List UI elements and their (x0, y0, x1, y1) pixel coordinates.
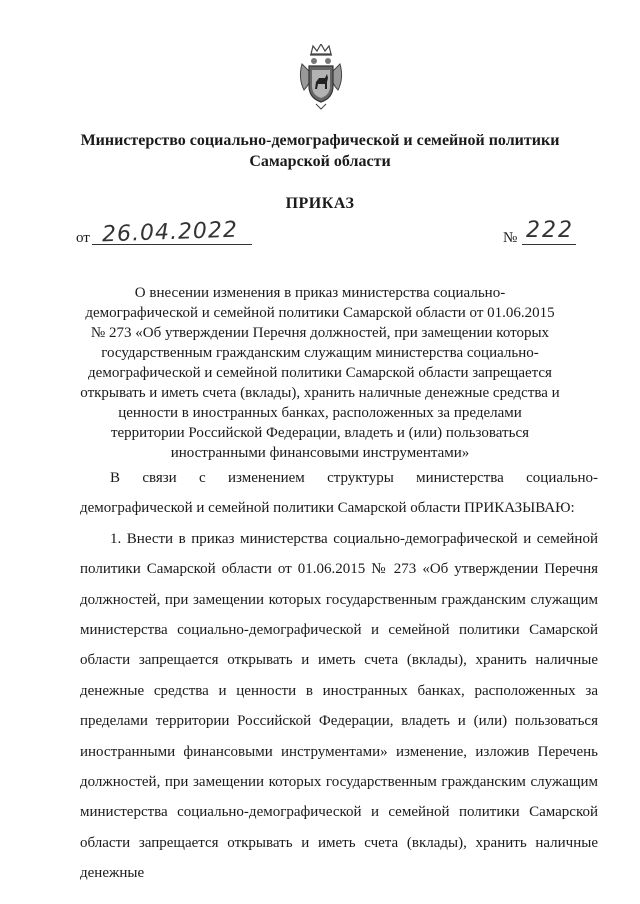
ministry-line-1: Министерство социально-демографической и семейной политики (80, 132, 560, 149)
date-value: 26.04.2022 (101, 217, 239, 248)
ministry-line-2: Самарской области (249, 153, 391, 170)
order-body (80, 463, 598, 889)
date-number-row (76, 218, 586, 248)
coat-of-arms-icon (296, 44, 346, 110)
order-title: ПРИКАЗ (285, 195, 355, 212)
item-1-paragraph: 1. Внести в приказ министерства социально-демографической и семейной политики Самарской области от 01.06.2015 № 273 «Об утверждении Перечня должностей, при замещении которых государственным гражданским служащим министерства социально-демографической и семейной политики Самарской области запрещается открывать и иметь счета (вклады), хранить наличные денежные средства и ценности в иностранных банках, расположенных за пределами территории Российской Федерации, владеть и (или) пользоваться иностранными финансовыми инструментами» изменение, изложив Перечень должностей, при замещении которых государственным гражданским служащим министерства социально-демографической и семейной политики Самарской области запрещается открывать и иметь счета (вклады), хранить наличные денежные (80, 530, 598, 882)
order-subject: О внесении изменения в приказ министерства социально-демографической и семейной политики Самарской области от 01.06.2015 № 273 «Об утверждении Перечня должностей, при замещении которых государственным гражданским служащим министерства социально-демографической и семейной политики Самарской области запрещается открывать и иметь счета (вклады), хранить наличные денежные средства и ценности в иностранных банках, расположенных за пределами территории Российской Федерации, владеть и (или) пользоваться иностранными финансовыми инструментами» (80, 285, 560, 461)
date-field (92, 217, 252, 248)
ministry-heading (60, 130, 580, 172)
date-label: от (76, 230, 90, 246)
number-field (522, 220, 576, 245)
intro-paragraph: В связи с изменением структуры министерства социально-демографической и семейной политики Самарской области ПРИКАЗЫВАЮ: (80, 470, 598, 517)
number-value: 222 (526, 218, 574, 243)
number-label: № (503, 230, 518, 246)
